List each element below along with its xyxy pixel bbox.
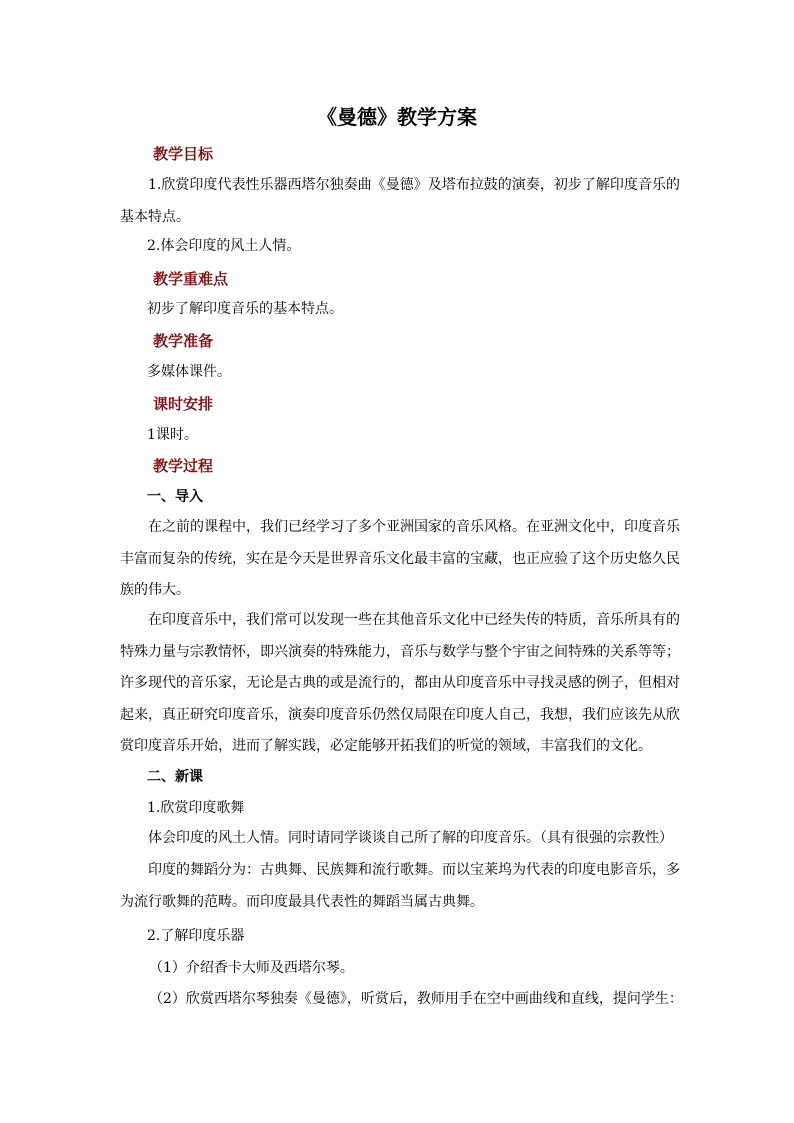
section-heading-schedule: 课时安排 bbox=[153, 395, 214, 413]
intro-paragraph-1: 在之前的课程中，我们已经学习了多个亚洲国家的音乐风格。在亚洲文化中，印度音乐丰富而复杂的传统，实在是今天是世界音乐文化最丰富的宝藏，也正应验了这个历史悠久民族的伟大。 bbox=[120, 519, 680, 598]
new-lesson-item1-paragraph-1: 体会印度的风土人情。同时请同学谈谈自己所了解的印度音乐。（具有很强的宗教性） bbox=[148, 830, 673, 846]
subheading-intro: 一、导入 bbox=[147, 489, 203, 505]
new-lesson-item2-line-2: （2）欣赏西塔尔琴独奏《曼德》，听赏后，教师用手在空中画曲线和直线，提问学生： bbox=[149, 991, 683, 1007]
section-heading-key-points: 教学重难点 bbox=[153, 270, 229, 288]
goal-item-2: 2.体会印度的风土人情。 bbox=[147, 238, 301, 254]
intro-paragraph-2: 在印度音乐中，我们常可以发现一些在其他音乐文化中已经失传的特质，音乐所具有的特殊力量与宗教情怀，即兴演奏的特殊能力，音乐与数学与整个宇宙之间特殊的关系等等；许多现代的音乐家，无论是古典的或是流行的，都由从印度音乐中寻找灵感的例子，但相对起来，真正研究印度音乐，演奏印度音乐仍然仅局限在印度人自己，我想，我们应该先从欣赏印度音乐开始，进而了解实践，必定能够开拓我们的听觉的领域，丰富我们的文化。 bbox=[120, 612, 680, 754]
schedule-text: 1课时。 bbox=[147, 427, 198, 443]
new-lesson-item2-line-1: （1）介绍香卡大师及西塔尔琴。 bbox=[149, 960, 354, 976]
section-heading-process: 教学过程 bbox=[153, 457, 214, 475]
new-lesson-item2-title: 2.了解印度乐器 bbox=[147, 928, 245, 944]
subheading-new-lesson: 二、新课 bbox=[147, 769, 203, 785]
goal-item-1: 1.欣赏印度代表性乐器西塔尔独奏曲《曼德》及塔布拉鼓的演奏，初步了解印度音乐的基本特点。 bbox=[120, 177, 680, 225]
preparation-text: 多媒体课件。 bbox=[147, 364, 231, 380]
new-lesson-item1-paragraph-2: 印度的舞蹈分为：古典舞、民族舞和流行歌舞。而以宝莱坞为代表的印度电影音乐，多为流行歌舞的范畴。而印度最具代表性的舞蹈当属古典舞。 bbox=[120, 862, 680, 910]
new-lesson-item1-title: 1.欣赏印度歌舞 bbox=[147, 800, 245, 816]
section-heading-preparation: 教学准备 bbox=[153, 332, 214, 350]
section-heading-goals: 教学目标 bbox=[153, 145, 214, 163]
document-title: 《曼德》教学方案 bbox=[317, 105, 477, 129]
key-points-text: 初步了解印度音乐的基本特点。 bbox=[147, 301, 343, 317]
